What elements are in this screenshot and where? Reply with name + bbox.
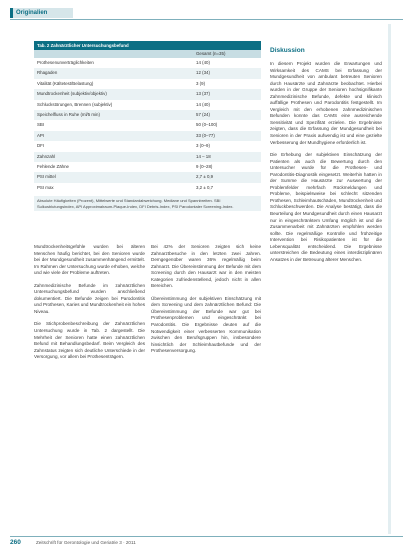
table-row [34,100,261,110]
section-label: Originalien [16,10,48,16]
footer-divider [10,536,403,537]
paragraph: Übereinstimmung der subjektiven Einschätzung mit dem Screening und dem zahnärztlichen Befund: Die Übereinstimmung der Befunde war gut bei Prothesenproblemen und eingeschränkt bei Parodontitis. Die Ergebnisse deuten auf die Notwendigkeit einer verbesserten Kommunikation zwischen den Berufsgruppen hin, insbesondere hinsichtlich der Schleimhautbefunde und der Prothesenversorgung. [151,295,261,354]
table-cell-value: 14 (40) [196,101,210,107]
journal-citation: Zeitschrift für Gerontologie und Geriatrie 3 · 2011 [36,540,136,545]
table-cell-label: Speichelfluss in Ruhe (ml/5 min) [37,111,100,117]
table-row [34,120,261,130]
table-footnote: Absolute Häufigkeiten (Prozent), Mittelwerte und Standardabweichung. Mediane und Spannbreiten. SBI Sulkusblutungsindex, API Approximalraum-Plaque-Index, DFI Debris-Index, PSI Parodontaler Screening-Index. [34,196,261,211]
paragraph: Mundtrockenheitsgefühle wurden bei älteren Menschen häufig berichtet, bei den Senioren wurde bei der Mundgesundheit zusammenhängend ermittelt. Im Rahmen der Untersuchung wurde erhoben, welche und wie viele der Probleme auftreten. [34,244,145,276]
table-cell-label: Rhagaden [37,70,58,76]
text-column-middle [151,244,261,361]
data-table [34,41,261,239]
table-row [34,141,261,151]
table-cell-value: 3 (0–9) [196,143,210,149]
table-cell-value: 9 (0–28) [196,163,213,169]
table-cell-label: Zahnzahl [37,153,56,159]
table-cell-value: 14 (40) [196,60,210,65]
table-cell-label: SBI [37,122,45,128]
table-cell-label: Mundtrockenheit (subjektiv/objektiv) [37,91,107,97]
margin-strip [388,24,391,534]
text-column-right [270,61,382,269]
table-cell-value: 3 (9) [196,80,206,86]
table-row [34,131,261,141]
table-caption: Tab. 2 Zahnärztlicher Untersuchungsbefund [34,41,261,50]
table-cell-value: 2,7 ± 0,9 [196,174,214,180]
table-cell-label: Vitalität (Kältetest/Belastung) [37,80,94,86]
table-cell-label: API [37,132,45,138]
table-row [34,183,261,193]
header-divider [10,19,403,20]
table-cell-label: PSI max [37,184,54,190]
table-cell-value: 50 (0–100) [196,122,218,128]
table-cell-value: 12 (34) [196,70,210,76]
table-cell-value: 57 (24) [196,111,210,117]
table-cell-label: PSI mittel [37,174,56,180]
table-cell-value: 13 (37) [196,91,210,97]
table-row [34,162,261,172]
table-row [34,79,261,89]
table-cell-label: Fehlende Zähne [37,163,69,169]
table-cell-value: 33 (0–77) [196,132,215,138]
table-cell-value: 3,2 ± 0,7 [196,184,214,190]
table-row [34,58,261,68]
table-cell-label: DFI [37,143,45,149]
table-body [34,58,261,193]
table-cell-value: 14 – 18 [196,153,211,159]
paragraph: Die Erhebung der subjektiven Einschätzung der Patienten als auch die Bewertung durch den Untersucher wurde für die Prothesen- und Parodontitis-Diagnostik eingesetzt. Weiterhin hatten in der Summe die Hausärzte zur Auswertung der Problemfelder mehrfach Rückmeldungen und Probleme, beispielsweise bei schlecht sitzenden Prothesen, Schleimhautschäden, Mundtrockenheit und Schluckbeschwerden. Die Analyse bestätigt, dass die Beurteilung der Mundgesundheit durch einen Hausarzt nur in eingeschränktem Umfang möglich ist und die Zusammenarbeit mit Zahnärzten empfohlen werden sollte. Die regelmäßige Kontrolle und frühzeitige Intervention bei Risikopatienten ist für die Lebensqualität entscheidend. Die Ergebnisse unterstreichen die Bedeutung eines interdisziplinären Ansatzes in der Betreuung älterer Menschen. [270,152,382,262]
table-row [34,68,261,78]
paragraph: Die Stichprobenbeschreibung der Zahnärztlichen Untersuchung wurde in Tab. 2 dargestellt. Die Mehrheit der Senioren hatte einen zahnärztlichen Befund mit Behandlungsbedarf. Beim Vergleich des Zahnstatus zeigten sich deutliche Unterschiede in der Versorgung, vor allem bei Prothesenträgern. [34,321,145,360]
table-cell-label: Schluckstörungen, Brennen (subjektiv) [37,101,113,107]
table-header-empty [34,50,192,58]
table-row [34,89,261,99]
text-column-left [34,244,145,367]
paragraph: In diesem Projekt wurden die Erwartungen und Wirksamkeit des CAMS bei Erfassung der Mundgesundheit von ambulant betreuten Senioren durch Hausärzte und Zahnärzte beobachtet. Hierbei wurden in der Gruppe der Senioren hochsignifikante Zahnmedizinische Befunde, defekte und klinisch auffällige Prothesen und Parodontitis festgestellt. Im Vergleich mit den erhobenen zahnmedizinischen Befunden konnte das CAMS eine ausreichende Sensitivität und Spezifität erzielen. Die Ergebnisse zeigten, dass die Erfassung der Mundgesundheit bei Senioren in der Praxis aufwendig ist und eine gezielte Verbesserung der Mundhygiene erforderlich ist. [270,61,382,145]
table-row [34,110,261,120]
discussion-heading: Diskussion [270,47,305,54]
page-number: 260 [10,539,21,546]
table-column-header: Gesamt (n=35) [196,51,226,56]
table-row [34,152,261,162]
table-header-row [34,50,261,58]
table-row [34,172,261,182]
table-cell-label: Prothesenunverträglichkeiten [37,60,94,65]
paragraph: Zahnmedizinische Befunde im zahnärztlichen Untersuchungsbefund wurden anschließend dokumentiert. Die Befunde zeigen bei Parodontitis und Prothesen, Karies und Mundtrockenheit ein hohes Niveau. [34,282,145,314]
paragraph: Bei 42% der Senioren zeigten sich keine Zahnarztbesuche in den letzten zwei Jahren. Demgegenüber waren 36% regelmäßig beim Zahnarzt. Die Übereinstimmung der Befunde mit dem Screening durch den Hausarzt war in den meisten Kategorien zufriedenstellend, jedoch nicht in allen Bereichen. [151,244,261,289]
